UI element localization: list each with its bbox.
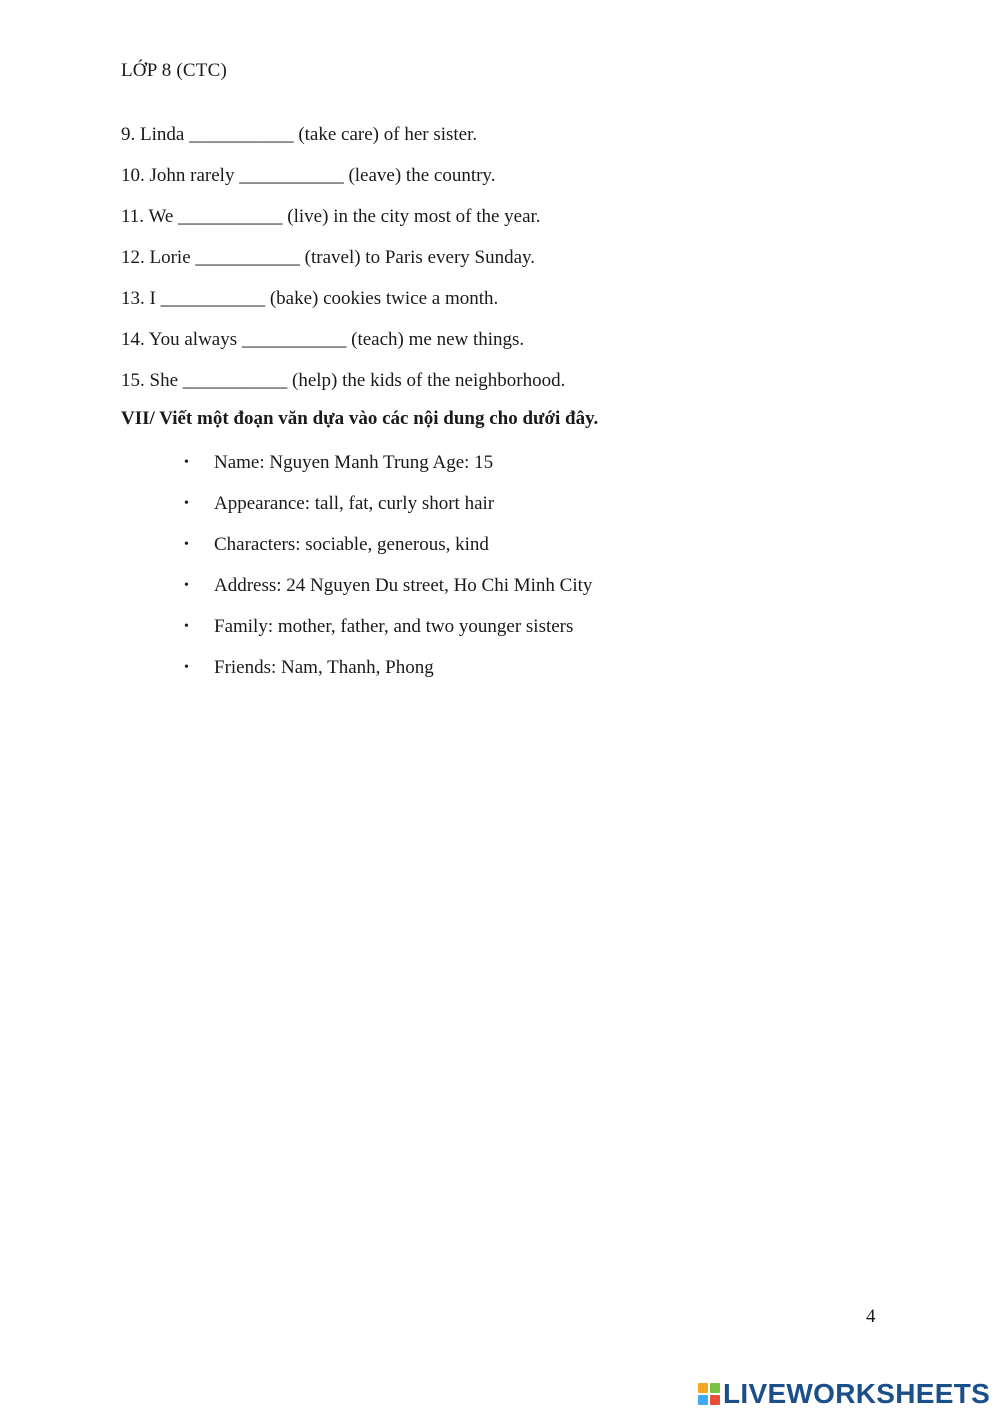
exercise-item: 15. She ___________ (help) the kids of the neighborhood. <box>121 370 566 391</box>
logo-text: LIVEWORKSHEETS <box>723 1378 991 1409</box>
logo-blocks-icon <box>698 1383 720 1405</box>
info-item <box>184 573 592 614</box>
logo-block <box>710 1383 720 1393</box>
exercise-item: 13. I ___________ (bake) cookies twice a month. <box>121 288 499 309</box>
exercise-item: 14. You always ___________ (teach) me new things. <box>121 329 525 350</box>
worksheet-header: LỚP 8 (CTC) <box>121 60 227 81</box>
bullet-icon: • <box>184 455 189 470</box>
info-item <box>184 655 592 696</box>
bullet-icon: • <box>184 537 189 552</box>
exercise-item: 12. Lorie ___________ (travel) to Paris every Sunday. <box>121 247 536 268</box>
section-title: VII/ Viết một đoạn văn dựa vào các nội dung cho dưới đây. <box>121 408 599 429</box>
exercise-item: 10. John rarely ___________ (leave) the country. <box>121 165 496 186</box>
info-text: Appearance: tall, fat, curly short hair <box>214 493 495 514</box>
info-item <box>184 532 592 573</box>
logo-block <box>710 1395 720 1405</box>
info-text: Name: Nguyen Manh Trung Age: 15 <box>214 452 494 473</box>
info-text: Address: 24 Nguyen Du street, Ho Chi Minh City <box>214 575 593 596</box>
liveworksheets-logo[interactable] <box>698 1376 990 1412</box>
exercise-item: 9. Linda ___________ (take care) of her sister. <box>121 124 478 145</box>
exercise-list <box>121 122 565 409</box>
bullet-icon: • <box>184 619 189 634</box>
info-item <box>184 614 592 655</box>
logo-block <box>698 1383 708 1393</box>
page-number: 4 <box>866 1306 876 1327</box>
logo-block <box>698 1395 708 1405</box>
info-text: Family: mother, father, and two younger sisters <box>214 616 574 637</box>
info-list <box>184 450 592 696</box>
bullet-icon: • <box>184 496 189 511</box>
info-text: Friends: Nam, Thanh, Phong <box>214 657 434 678</box>
info-item <box>184 491 592 532</box>
bullet-icon: • <box>184 660 189 675</box>
info-text: Characters: sociable, generous, kind <box>214 534 489 555</box>
bullet-icon: • <box>184 578 189 593</box>
exercise-item: 11. We ___________ (live) in the city most of the year. <box>121 206 541 227</box>
info-item <box>184 450 592 491</box>
